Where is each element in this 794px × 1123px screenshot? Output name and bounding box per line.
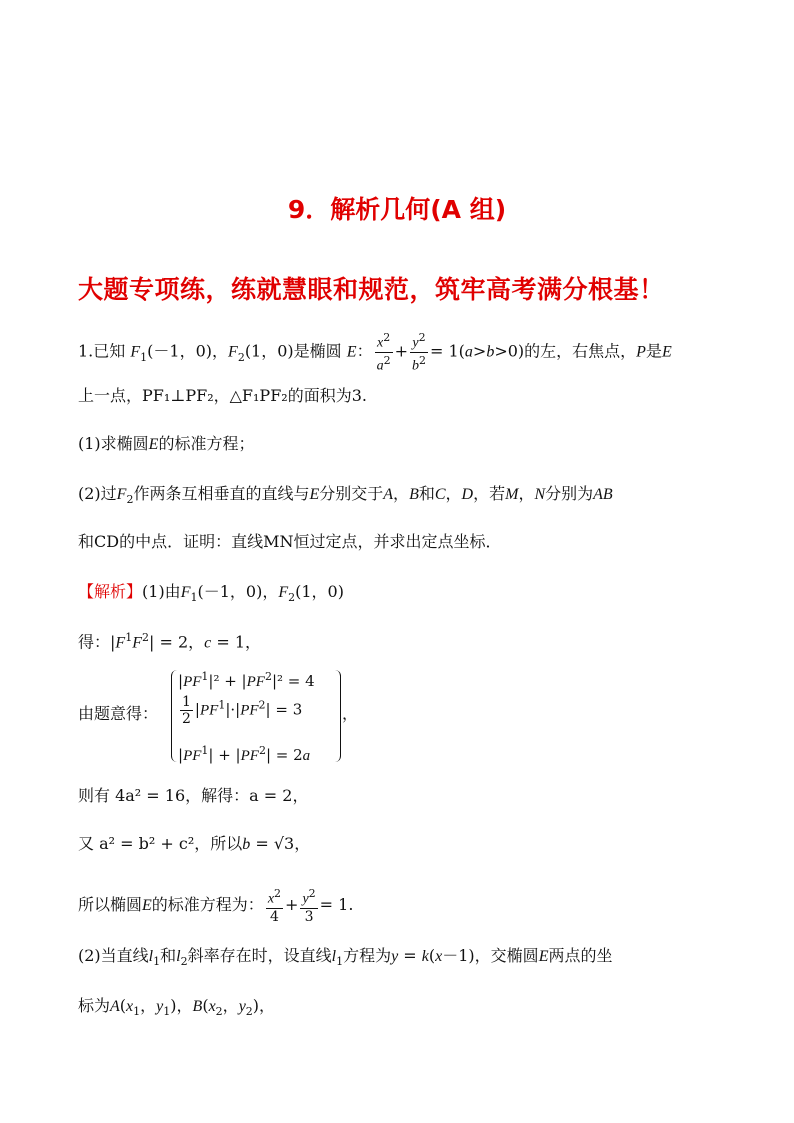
problem-line-1: 1.已知 $F_1(-1$，0)，$F_2(1$，0)是椭圆 E： $\frac{x^2}{a^2}$ + $\frac{y^2}{b^2}$ = 1(a>b>0)的左，右焦点，P是E	[78, 331, 672, 374]
problem-line-2: 上一点，PF₁⊥PF₂，△F₁PF₂的面积为3.	[78, 386, 367, 405]
solution-line-1: 【解析】(1)由$F_1(-1$，0)，$F_2(1$，0)	[78, 582, 344, 605]
right-brace	[332, 670, 341, 762]
solution-line-8: 标为$A(x_1$，$y_1$)，$B(x_2$，$y_2$)，	[78, 996, 276, 1019]
subtitle: 大题专项练，练就慧眼和规范，筑牢高考满分根基！	[78, 275, 665, 304]
solution-line-2: 得：$|F^1F^2| = 2$，c = 1，	[78, 631, 261, 652]
system-eq-2: $\frac{1}{2}$ $|PF^1|\cdot|PF^2| = 3$	[182, 694, 303, 727]
solution-line-6: 所以椭圆E的标准方程为： $\frac{x^2}{4}$ + $\frac{y^2}{3}$ = 1.	[78, 887, 354, 925]
solution-tag: 【解析】	[78, 582, 143, 601]
system-eq-1: $|PF^1|^2 + |PF^2|^2 = 4$	[178, 670, 315, 690]
system-eq-3: $|PF^1| + |PF^2| = 2a$	[178, 744, 311, 764]
question-2-line-2: 和CD的中点．证明：直线MN恒过定点，并求出定点坐标．	[78, 532, 502, 551]
solution-line-5: 又 a² = b² + c²，所以b = √3，	[78, 834, 311, 853]
solution-line-7: (2)当直线$l_1$和$l_2$斜率存在时，设直线$l_1$方程为y = k(x－1)，交椭圆E两点的坐	[78, 946, 613, 969]
system-comma: ，	[342, 704, 359, 723]
question-2-line-1: (2)过$F_2$作两条互相垂直的直线与E分别交于A，B和C，D，若M，N分别为AB	[78, 484, 613, 507]
page-title: 9．解析几何(A 组)	[287, 195, 507, 224]
solution-line-4: 则有 4a² = 16，解得：a = 2，	[78, 786, 309, 805]
equation-system	[160, 668, 340, 764]
question-1: (1)求椭圆E的标准方程；	[78, 434, 255, 453]
solution-line-3-label: 由题意得：	[78, 704, 159, 723]
